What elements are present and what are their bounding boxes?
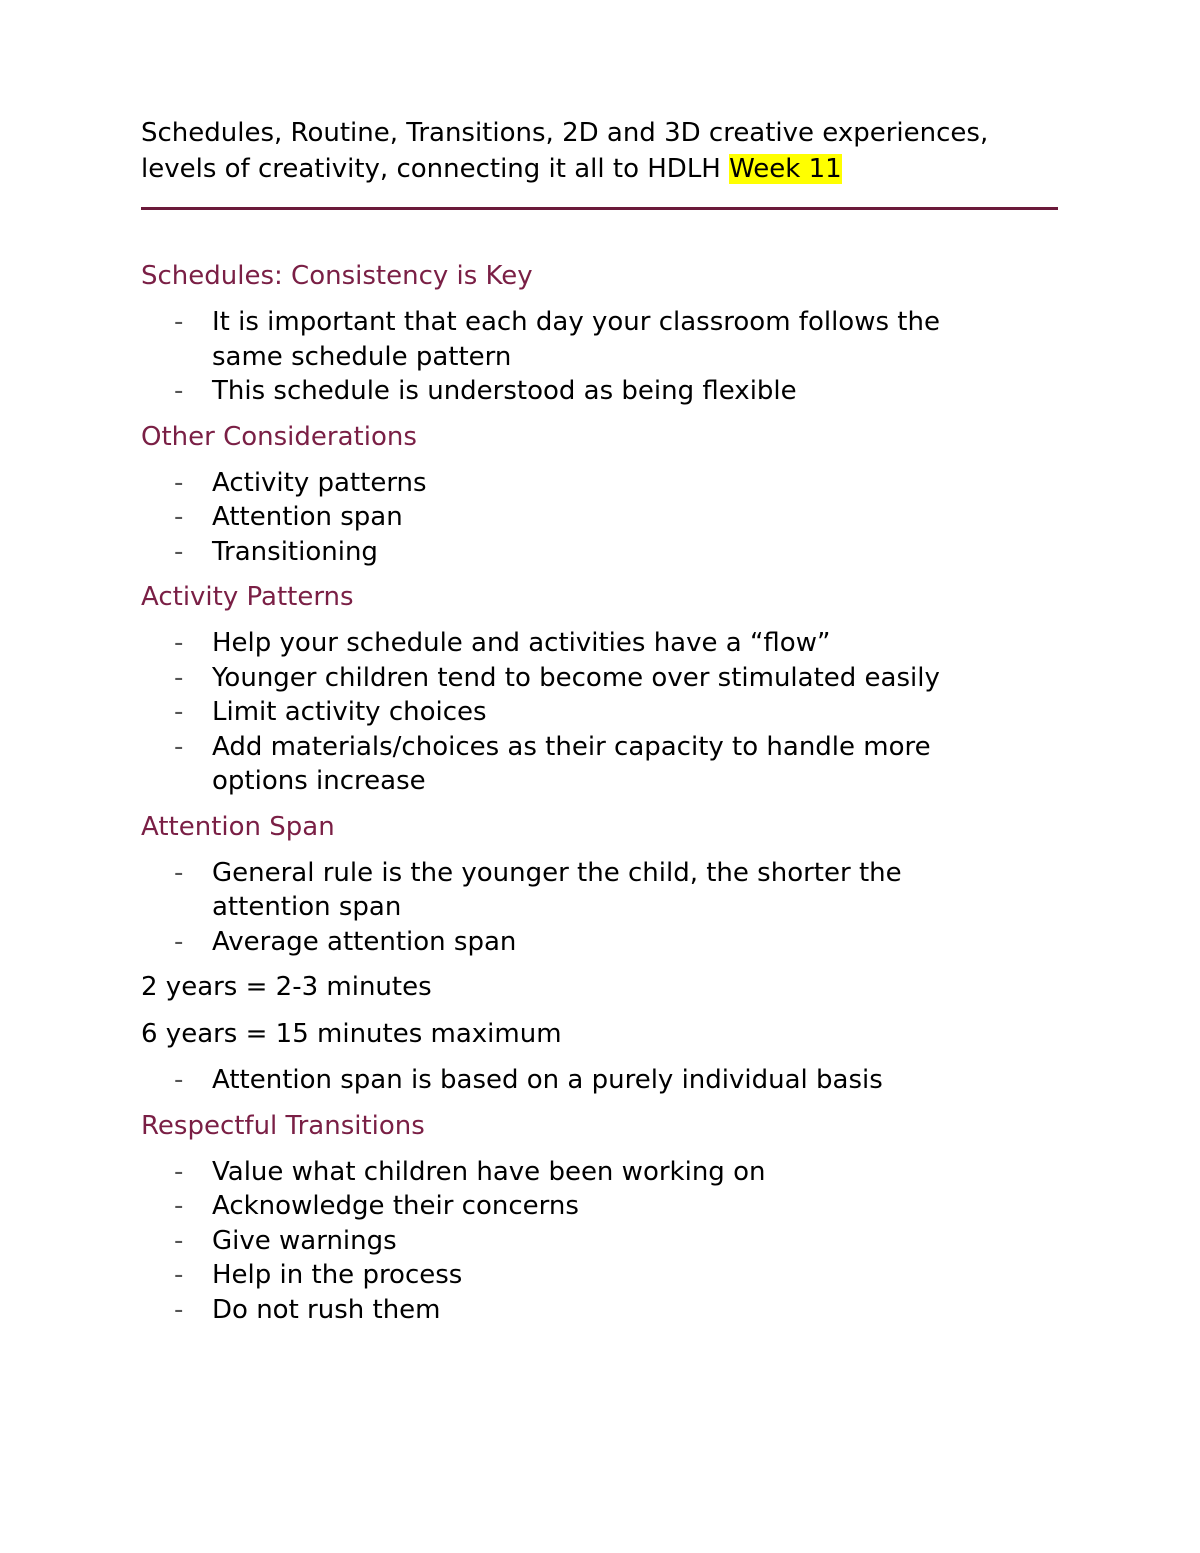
list-item: - Attention span	[141, 500, 1002, 535]
dash-bullet: -	[174, 662, 184, 693]
list-item: - Limit activity choices	[141, 695, 1002, 730]
list-item: - Add materials/choices as their capacity to handle more options increase	[174, 731, 931, 796]
list-item: - This schedule is understood as being flexible	[141, 374, 1002, 409]
list-attention-span-after	[141, 1063, 1061, 1098]
list-attention-span	[141, 856, 1061, 960]
list-activity-patterns	[141, 626, 1061, 799]
list-respectful-transitions	[141, 1155, 1061, 1328]
list-item: - General rule is the younger the child, the shorter the attention span	[174, 857, 902, 922]
title-text: Schedules, Routine, Transitions, 2D and 3D creative experiences, levels of creativity, connecting it all to HDLH	[141, 118, 989, 184]
dash-bullet: -	[174, 502, 184, 532]
list-item: - Do not rush them	[141, 1293, 1002, 1328]
list-item: - Help in the process	[141, 1258, 1002, 1293]
list-other-considerations	[141, 466, 1061, 570]
heading-attention-span: Attention Span	[141, 811, 335, 842]
list-item: - Activity patterns	[141, 466, 1002, 501]
list-item: - Average attention span	[141, 925, 1002, 960]
heading-schedules: Schedules: Consistency is Key	[141, 261, 533, 291]
title-highlight: Week 11	[729, 154, 842, 184]
dash-bullet: -	[174, 536, 184, 567]
heading-respectful-transitions: Respectful Transitions	[141, 1110, 425, 1141]
dash-bullet: -	[174, 1065, 184, 1095]
list-item: - Acknowledge their concerns	[141, 1189, 1002, 1224]
list-item: - Give warnings	[141, 1224, 1002, 1259]
dash-bullet: -	[174, 376, 184, 406]
attention-span-2-years: 2 years = 2-3 minutes	[141, 972, 432, 1002]
dash-bullet: -	[174, 1225, 184, 1256]
list-schedules	[141, 305, 1061, 409]
dash-bullet: -	[174, 1156, 184, 1187]
dash-bullet: -	[174, 467, 184, 498]
dash-bullet: -	[174, 697, 184, 727]
list-item: - Help your schedule and activities have a “flow”	[141, 626, 1002, 661]
title-divider	[141, 207, 1058, 210]
list-item: - It is important that each day your classroom follows the same schedule pattern	[174, 307, 940, 372]
document-page	[141, 115, 1061, 1327]
dash-bullet: -	[174, 628, 184, 658]
attention-span-6-years: 6 years = 15 minutes maximum	[141, 1019, 562, 1049]
list-item: - Younger children tend to become over stimulated easily	[141, 661, 1002, 696]
dash-bullet: -	[174, 926, 184, 957]
dash-bullet: -	[174, 857, 184, 888]
dash-bullet: -	[174, 307, 184, 337]
dash-bullet: -	[174, 1260, 184, 1290]
dash-bullet: -	[174, 1191, 184, 1221]
dash-bullet: -	[174, 1294, 184, 1325]
document-title	[141, 115, 1061, 187]
list-item: - Value what children have been working on	[141, 1155, 1002, 1190]
list-item: - Transitioning	[141, 535, 1002, 570]
heading-activity-patterns: Activity Patterns	[141, 582, 354, 612]
dash-bullet: -	[174, 731, 184, 762]
list-item: - Attention span is based on a purely individual basis	[141, 1063, 1002, 1098]
heading-other-considerations: Other Considerations	[141, 421, 417, 452]
